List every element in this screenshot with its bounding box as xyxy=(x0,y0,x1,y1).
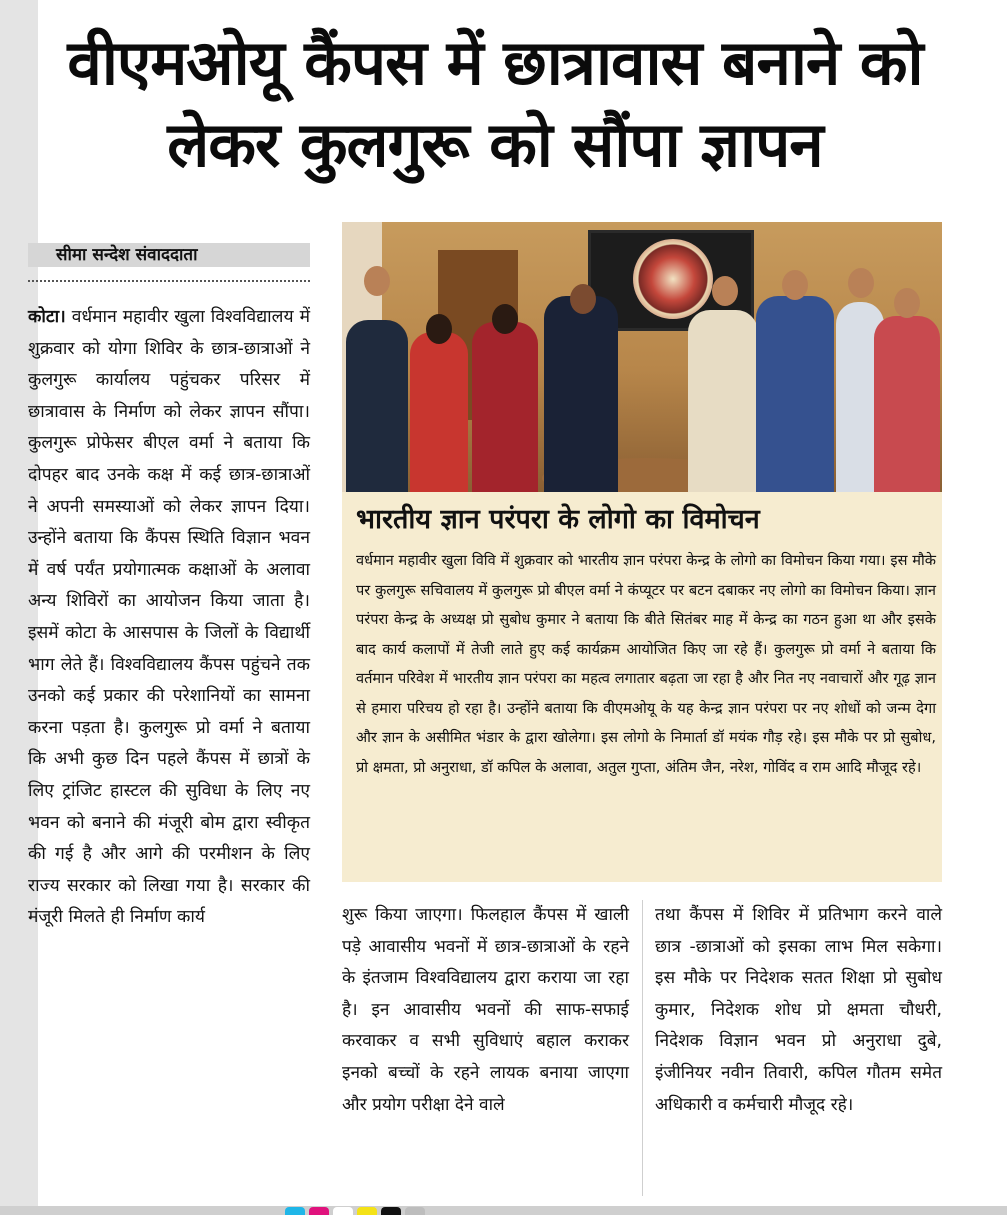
headline: वीएमओयू कैंपस में छात्रावास बनाने को लेकर कुलगुरू को सौंपा ज्ञापन xyxy=(67,26,923,181)
registration-mark xyxy=(285,1207,305,1215)
page-margin-bottom xyxy=(0,1206,1007,1215)
person-3 xyxy=(472,322,538,492)
person-4-head xyxy=(570,284,596,314)
sidebar-body: वर्धमान महावीर खुला विवि में शुक्रवार को भारतीय ज्ञान परंपरा केन्द्र के लोगो का विमोचन किया गया। इस मौके पर कुलगुरू सचिवालय में कुलगुरू प्रो बीएल वर्मा ने कंप्यूटर पर बटन दबाकर नए लोगो का विमोचन किया। ज्ञान परंपरा केन्द्र के अध्यक्ष प्रो सुबोध कुमार ने बताया कि बीते सितंबर माह में केन्द्र का गठन हुआ था और इसके बाद कार्य कलापों में तेजी लाते हुए कई कार्यक्रम आयोजित किए जा रहे हैं। कुलगुरू प्रो वर्मा ने बताया कि वर्तमान परिवेश में भारतीय ज्ञान परंपरा का महत्व लगातार बढ़ता जा रहा है और नित नए नवाचारों और गूढ़ ज्ञान से हमारा परिचय हो रहा है। उन्होंने बताया कि वीएमओयू के यह केन्द्र ज्ञान परंपरा पर नए शोधों को जन्म देगा और ज्ञान के असीमित भंडार के द्वारा खोलेगा। इस लोगो के निमार्ता डॉ मयंक गौड़ रहे। इस मौके पर प्रो सुबोध, प्रो क्षमता, प्रो अनुराधा, डॉ कपिल के अलावा, अतुल गुप्ता, अंतिम जैन, नरेश, गोविंद व राम आदि मौजूद रहे। xyxy=(356,552,936,776)
person-1 xyxy=(346,320,408,492)
person-5-head xyxy=(712,276,738,306)
registration-mark xyxy=(405,1207,425,1215)
news-photo xyxy=(342,222,942,492)
article-column-2: शुरू किया जाएगा। फिलहाल कैंपस में खाली पड़े आवासीय भवनों में छात्र-छात्राओं के रहने के इंतजाम विश्वविद्यालय द्वारा कराया जा रहा है। इन आवासीय भवनों की साफ-सफाई करवाकर व सभी सुविधाएं बहाल कराकर इनको बच्चों के रहने लायक बनाया जाएगा और प्रयोग परीक्षा देने वाले xyxy=(342,905,629,1115)
logo-seal-icon xyxy=(633,239,713,319)
person-6-head xyxy=(782,270,808,300)
person-3-head xyxy=(492,304,518,334)
person-1-head xyxy=(364,266,390,296)
person-6 xyxy=(756,296,834,492)
registration-mark xyxy=(357,1207,377,1215)
person-4 xyxy=(544,296,618,492)
person-5 xyxy=(688,310,758,492)
person-2 xyxy=(410,332,468,492)
registration-mark xyxy=(309,1207,329,1215)
person-7-head xyxy=(848,268,874,298)
registration-mark xyxy=(333,1207,353,1215)
sidebar-title: भारतीय ज्ञान परंपरा के लोगो का विमोचन xyxy=(356,504,760,535)
dateline: कोटा। xyxy=(28,307,66,327)
column-rule xyxy=(642,900,643,1196)
article-column-3: तथा कैंपस में शिविर में प्रतिभाग करने वाले छात्र -छात्राओं को इसका लाभ मिल सकेगा। इस मौके पर निदेशक सतत शिक्षा प्रो सुबोध कुमार, निदेशक शोध प्रो क्षमता चौधरी, निदेशक विज्ञान भवन प्रो अनुराधा दुबे, इंजीनियर नवीन तिवारी, कपिल गौतम समेत अधिकारी व कर्मचारी मौजूद रहे। xyxy=(655,905,942,1115)
registration-marks xyxy=(285,1207,425,1215)
person-2-head xyxy=(426,314,452,344)
byline: सीमा सन्देश संवाददाता xyxy=(28,243,310,267)
person-8-head xyxy=(894,288,920,318)
article-column-1-text: वर्धमान महावीर खुला विश्वविद्यालय में शुक्रवार को योगा शिविर के छात्र-छात्राओं ने कुलगुरू कार्यालय पहुंचकर परिसर में छात्रावास के निर्माण को लेकर ज्ञापन सौंपा। कुलगुरू प्रोफेसर बीएल वर्मा ने बताया कि दोपहर बाद उनके कक्ष में कई छात्र-छात्राओं ने अपनी समस्याओं को लेकर ज्ञापन दिया। उन्होंने बताया कि कैंपस स्थिति विज्ञान भवन में वर्ष पर्यंत प्रयोगात्मक कक्षाओं के अलावा अन्य शिविरों का आयोजन किया जाता है। इसमें कोटा के आसपास के जिलों के विद्यार्थी भाग लेते हैं। विश्वविद्यालय कैंपस पहुंचने तक उनको कई प्रकार की परेशानियों का सामना करना पड़ता है। कुलगुरू प्रो वर्मा ने बताया कि अभी कुछ दिन पहले कैंपस में छात्रों के लिए ट्रांजिट हास्टल की सुविधा के लिए नए भवन को बनाने की मंजूरी बोम द्वारा स्वीकृत की गई है और आगे की परमीशन के लिए राज्य सरकार को लिखा गया है। सरकार की मंजूरी मिलते ही निर्माण कार्य xyxy=(28,307,311,928)
byline-divider xyxy=(28,280,310,282)
person-8 xyxy=(874,316,940,492)
registration-mark xyxy=(381,1207,401,1215)
article-column-1 xyxy=(28,302,310,934)
